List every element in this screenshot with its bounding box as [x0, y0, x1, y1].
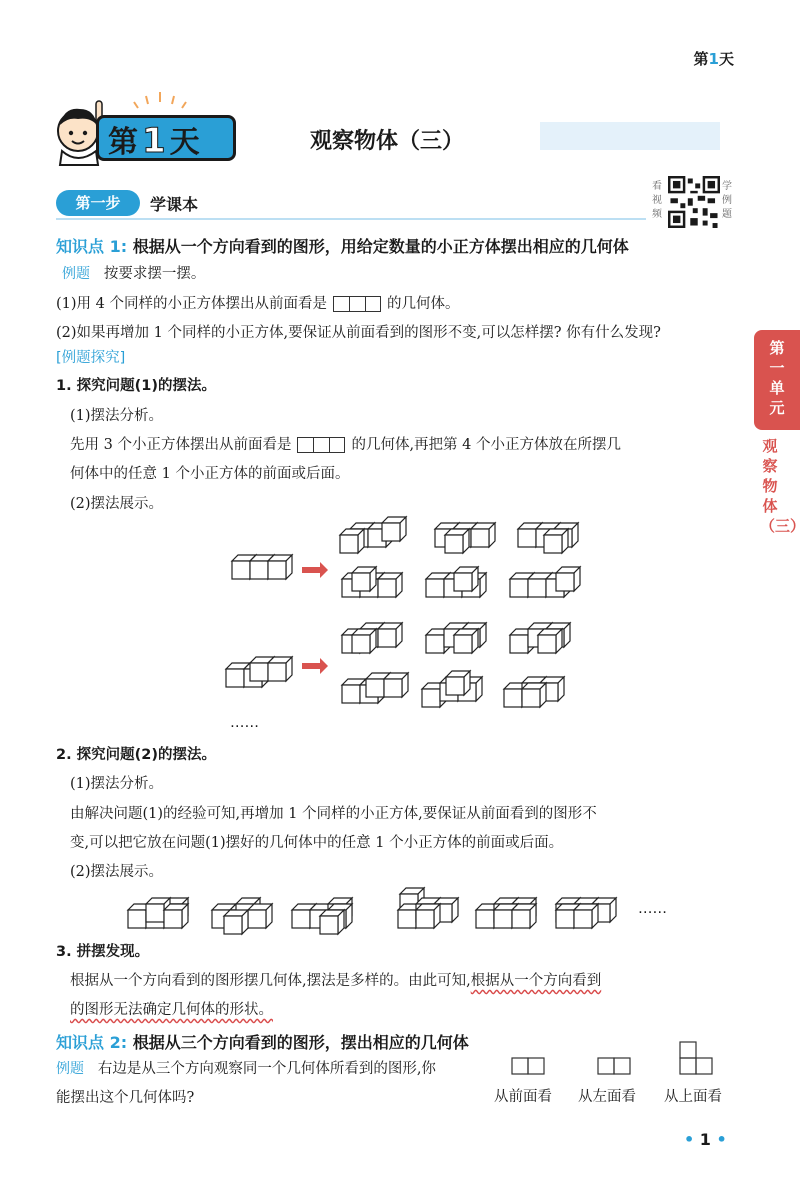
three-view-diagrams	[500, 1040, 740, 1080]
front-view-3-squares	[333, 296, 381, 312]
section-2-line1: 由解决问题(1)的经验可知,再增加 1 个同样的小正方体,要保证从前面看到的图形不	[70, 806, 597, 822]
section-3-heading: 3. 拼摆发现。	[56, 944, 150, 960]
section-2-analysis-label: (1)摆法分析。	[70, 776, 164, 792]
section-3-line1: 根据从一个方向看到的图形摆几何体,摆法是多样的。由此可知,根据从一个方向看到	[70, 973, 602, 989]
explore-label: [例题探究]	[56, 350, 126, 366]
front-view-3-squares-2	[297, 437, 345, 453]
day-banner-text: 第1天	[108, 121, 204, 161]
step-divider	[56, 218, 646, 220]
view-label-left: 从左面看	[578, 1089, 636, 1105]
title-decoration	[540, 122, 720, 150]
sun-rays-icon	[130, 88, 190, 110]
example-2-line1: 例题 右边是从三个方向观察同一个几何体所看到的图形,你	[56, 1061, 436, 1077]
day-tag: 第1天	[693, 50, 734, 68]
unit-side-topic: 观察物体（三）	[760, 437, 805, 535]
section-1-heading: 1. 探究问题(1)的摆法。	[56, 378, 216, 394]
qr-code-icon[interactable]	[668, 176, 720, 228]
page-title: 观察物体（三）	[310, 129, 465, 154]
example-1: 例题 按要求摆一摆。	[62, 266, 206, 282]
example-2-line2: 能摆出这个几何体吗?	[56, 1090, 195, 1106]
section-2-dots: ……	[638, 901, 667, 917]
cube-arrangements-1	[220, 515, 720, 715]
section-2-heading: 2. 探究问题(2)的摆法。	[56, 747, 216, 763]
cube-arrangements-2	[120, 886, 700, 936]
qr-caption-right: 学例题	[722, 181, 732, 220]
view-label-front: 从前面看	[494, 1089, 552, 1105]
view-label-top: 从上面看	[664, 1089, 722, 1105]
question-2: (2)如果再增加 1 个同样的小正方体,要保证从前面看到的图形不变,可以怎样摆? 你有什么发现?	[56, 325, 661, 341]
section-3-line2: 的图形无法确定几何体的形状。	[70, 1002, 273, 1018]
knowledge-point-2: 知识点 2: 根据从三个方向看到的图形，摆出相应的几何体	[56, 1033, 469, 1052]
section-2-show-label: (2)摆法展示。	[70, 864, 164, 880]
section-1-analysis-label: (1)摆法分析。	[70, 408, 164, 424]
page-number: • 1 •	[684, 1130, 727, 1149]
qr-caption-left: 看视频	[652, 181, 662, 220]
unit-side-tab: 第一单元	[754, 330, 800, 430]
section-1-analysis-text: 先用 3 个小正方体摆出从前面看是 的几何体,再把第 4 个小正方体放在所摆几	[70, 437, 622, 453]
section-2-line2: 变,可以把它放在问题(1)摆好的几何体中的任意 1 个小正方体的前面或后面。	[70, 835, 564, 851]
section-1-dots: ……	[230, 715, 259, 731]
question-1: (1)用 4 个同样的小正方体摆出从前面看是 的几何体。	[56, 296, 460, 312]
step-label: 学课本	[150, 195, 199, 214]
section-1-show-label: (2)摆法展示。	[70, 496, 164, 512]
knowledge-point-1: 知识点 1: 根据从一个方向看到的图形，用给定数量的小正方体摆出相应的几何体	[56, 237, 629, 256]
step-pill: 第一步	[56, 190, 140, 216]
section-1-analysis-line2: 何体中的任意 1 个小正方体的前面或后面。	[70, 466, 350, 482]
